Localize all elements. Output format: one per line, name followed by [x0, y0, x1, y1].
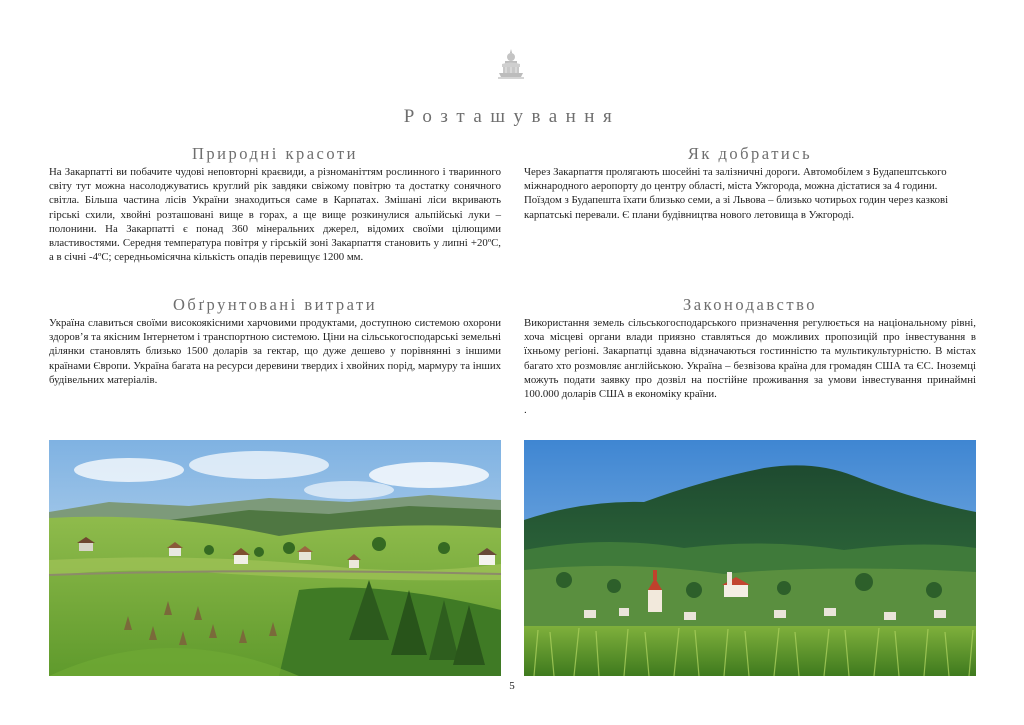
section-natural-beauty — [49, 143, 501, 264]
section-heading-reasonable-costs: Обґрунтовані витрати — [172, 295, 378, 314]
mountain-valley-village-photo — [49, 440, 501, 676]
section-heading-legislation: Законодавство — [683, 295, 817, 314]
section-text-natural-beauty: На Закарпатті ви побачите чудові неповторні краєвиди, а різноманіттям рослинного і тваринного світу тут можна насолоджуватись круглий рік завдяки свіжому повітрю та достатку сонячного світла. Більша частина лісів України знаходиться саме в Карпатах. Змішані ліси вкривають гірські схили, хвойні розташовані вище в горах, а ще вище розкинулися альпійські луки – полонини. На Закарпатті є понад 360 мінеральних джерел, відомих своїми цілющими властивостями. Середня температура повітря у гірській зоні Закарпаття становить у липні +20ºС, а в січні -4ºС; середньомісячна кількість опадів перевищує 1200 мм. — [49, 166, 501, 264]
section-text-legislation: Використання земель сільськогосподарського призначення регулюється на національному рівні, хоча місцеві органи влади приязно ставляться до можливих пропозицій про інвестування в їхньому регіоні. Закарпатці здавна відзначаються гостинністю та мультикультурністю. В містах багато хто розмовляє англійською. Україна – безвізова країна для громадян США та ЄС. Іноземці можуть подати заявку про дозвіл на постійне проживання за умови інвестування принаймні 100.000 доларів США в економіку країни. — [524, 317, 976, 401]
page-number: 5 — [509, 680, 515, 692]
stray-period-mark: . — [524, 404, 527, 416]
section-heading-how-to-get-there: Як добратись — [687, 144, 813, 163]
page-title: Розташування — [403, 106, 621, 127]
section-how-to-get-there — [524, 143, 976, 222]
mountain-town-cornfield-photo — [524, 440, 976, 676]
section-heading-natural-beauty: Природні красоти — [192, 144, 358, 163]
section-text-how-to-get-there: Через Закарпаття пролягають шосейні та залізничні дороги. Автомобілем з Будапештського міжнародного аеропорту до центру області, міста Ужгорода, можна дістатися за 4 години. Поїздом з Будапешта їхати близько семи, а зі Львова – близько чотирьох годин через казкові карпатські перевали. Є плани будівництва нового летовища в Ужгороді. — [524, 166, 949, 221]
emblem-logo — [496, 48, 526, 82]
section-legislation — [524, 294, 976, 401]
section-reasonable-costs — [49, 294, 501, 387]
section-text-reasonable-costs: Україна славиться своїми високоякісними харчовими продуктами, доступною системою охорони здоров’я та якісним Інтернетом і транспортною системою. Ціни на сільськогосподарські земельні ділянки становлять близько 1500 доларів за гектар, що дуже дешево у порівнянні з іншими країнами Європи. Україна багата на ресурси деревини твердих і хвойних порід, мармуру та інших будівельних матеріалів. — [49, 317, 501, 386]
